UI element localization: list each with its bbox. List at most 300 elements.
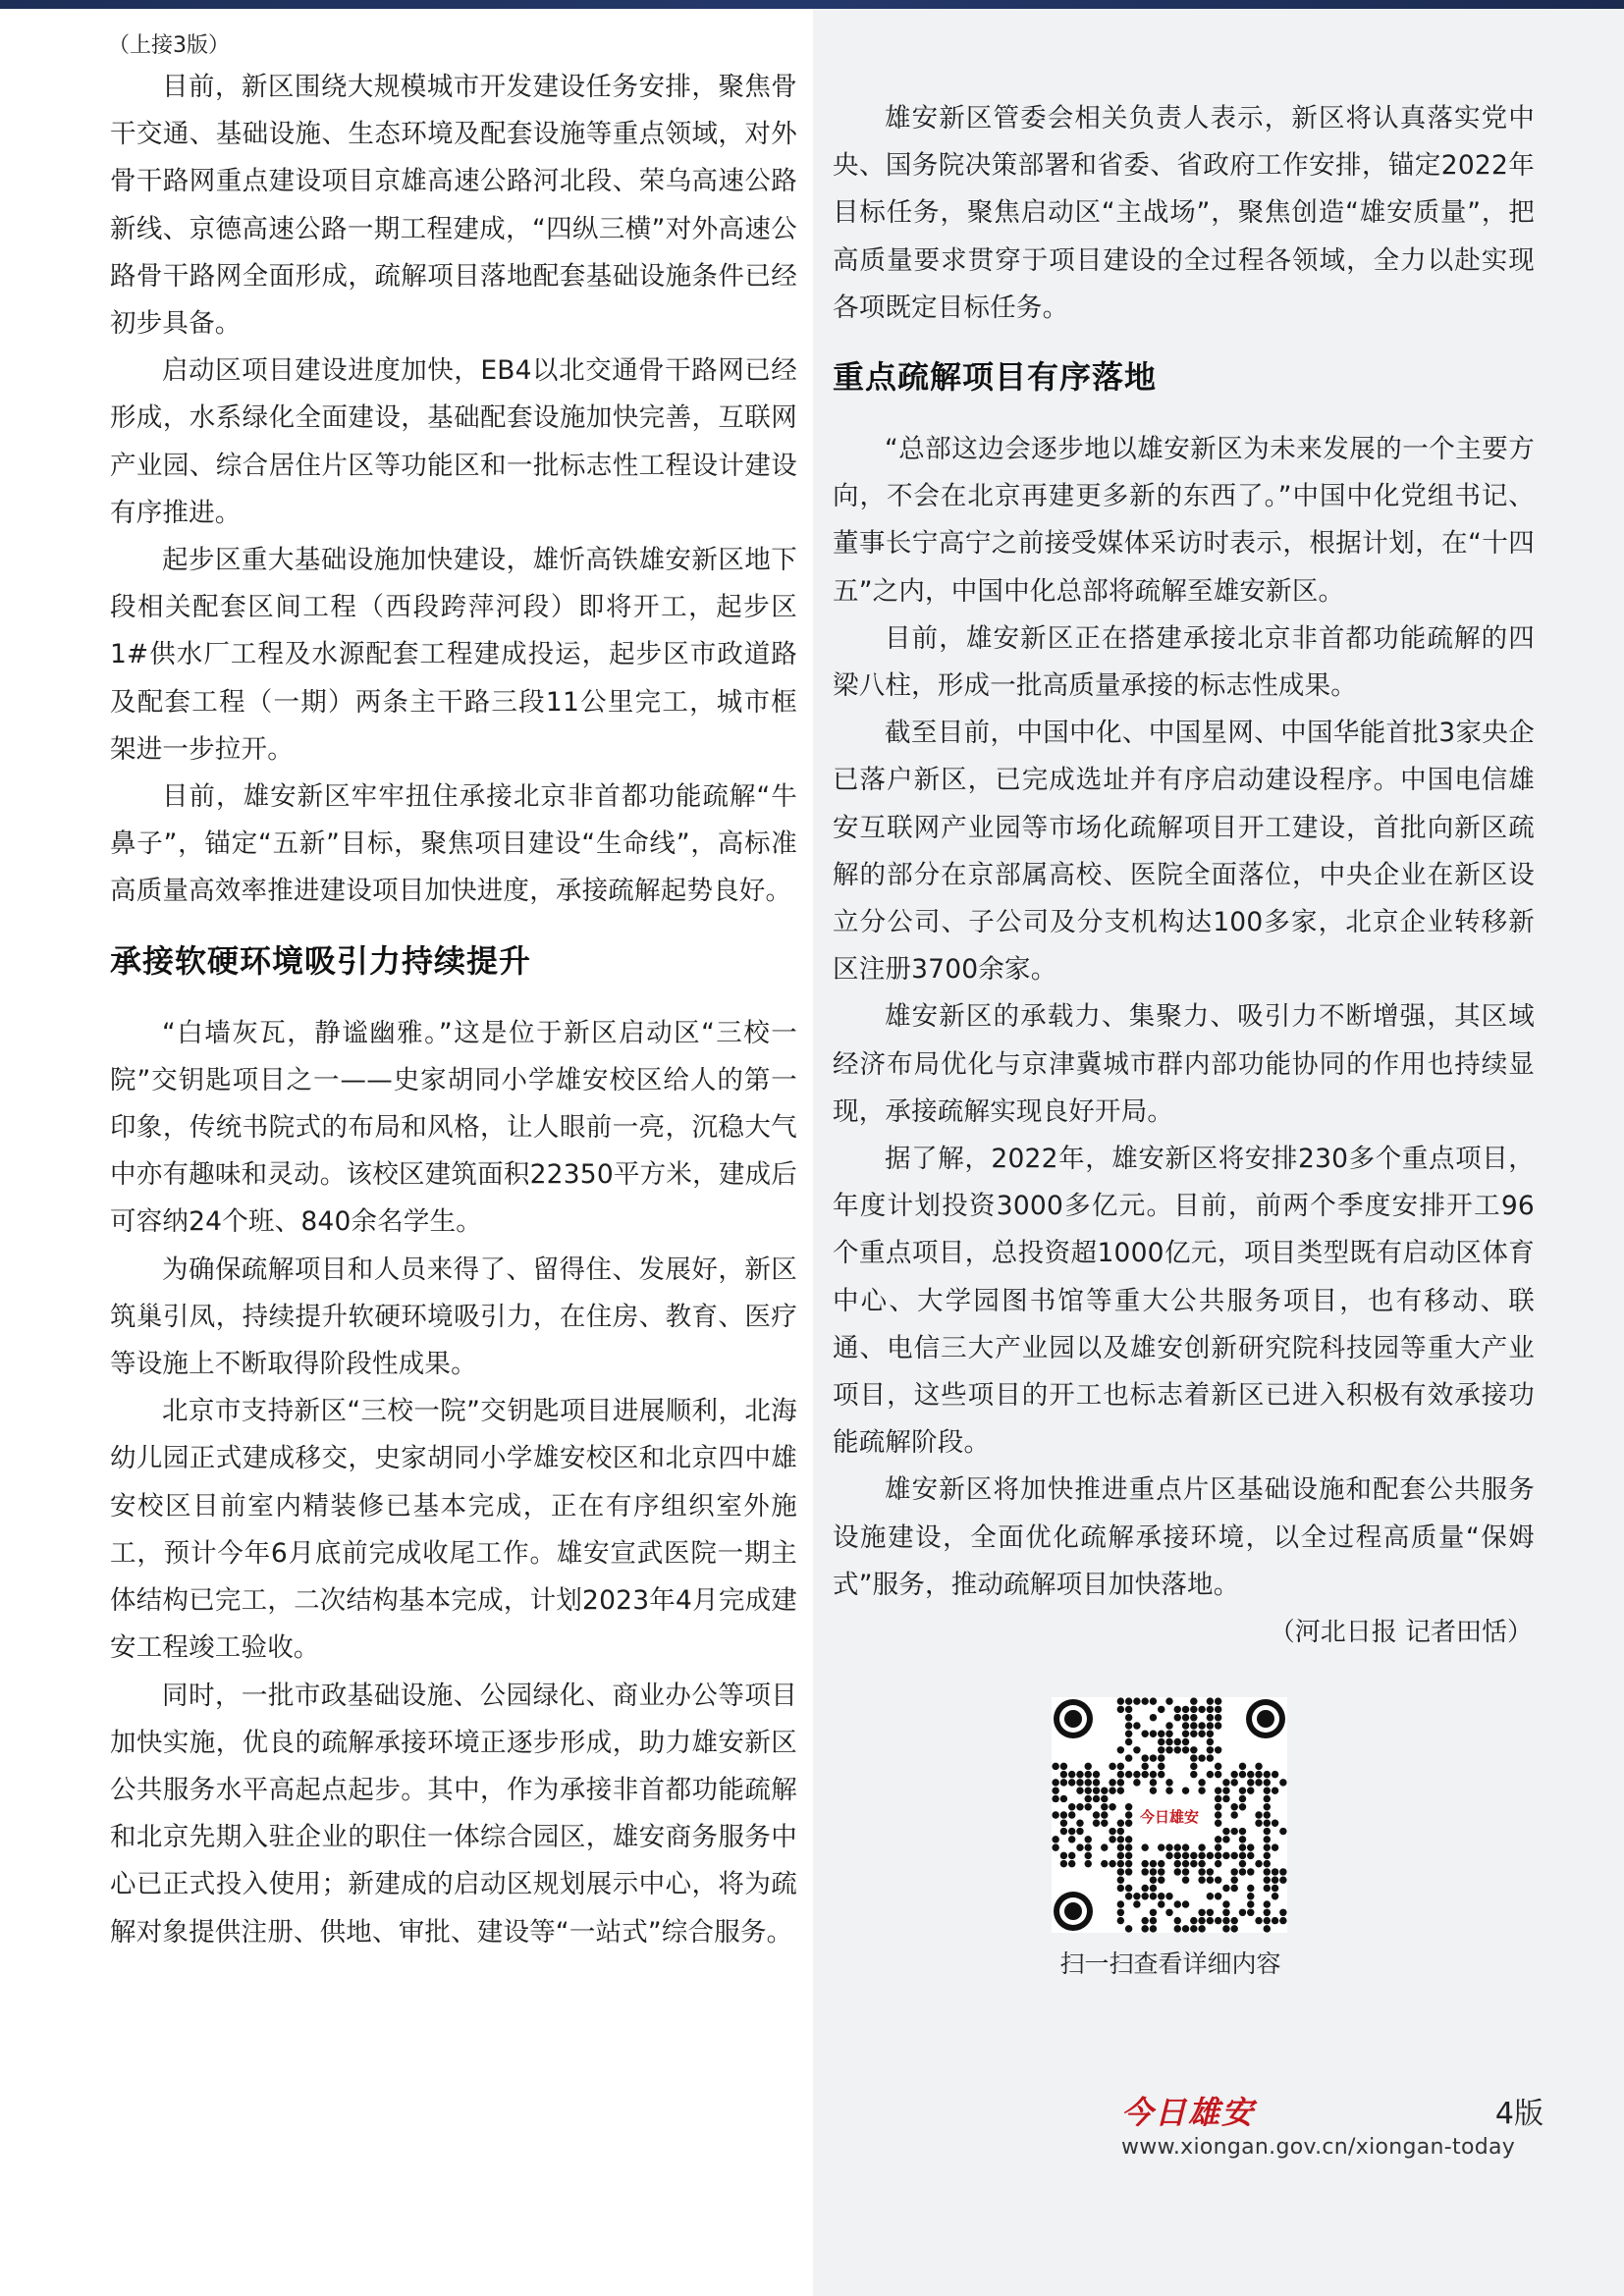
qr-module (1198, 1917, 1205, 1924)
qr-module (1158, 1731, 1164, 1737)
qr-module (1222, 1900, 1229, 1907)
qr-module (1230, 1925, 1237, 1932)
qr-module (1117, 1868, 1124, 1875)
qr-module (1264, 1787, 1271, 1793)
qr-module (1215, 1860, 1221, 1867)
qr-module (1182, 1746, 1189, 1753)
qr-module (1068, 1828, 1075, 1835)
qr-module (1117, 1860, 1124, 1867)
qr-module (1272, 1843, 1278, 1850)
qr-module (1101, 1820, 1108, 1827)
qr-module (1247, 1893, 1254, 1899)
qr-module (1230, 1852, 1237, 1859)
qr-module (1141, 1754, 1148, 1761)
qr-module (1255, 1763, 1262, 1770)
qr-module (1255, 1811, 1262, 1818)
qr-module (1093, 1811, 1100, 1818)
qr-module (1230, 1876, 1237, 1883)
qr-module (1198, 1779, 1205, 1786)
qr-module (1052, 1795, 1058, 1802)
qr-module (1085, 1795, 1092, 1802)
qr-module (1068, 1836, 1075, 1842)
qr-module (1215, 1811, 1221, 1818)
qr-module (1125, 1697, 1132, 1704)
qr-module (1215, 1852, 1221, 1859)
qr-module (1207, 1754, 1214, 1761)
qr-module (1198, 1722, 1205, 1729)
footer-row (1121, 2088, 1543, 2133)
qr-module (1182, 1714, 1189, 1721)
qr-module (1158, 1706, 1164, 1713)
qr-module (1052, 1843, 1058, 1850)
qr-module (1125, 1868, 1132, 1875)
qr-module (1222, 1779, 1229, 1786)
qr-module (1230, 1803, 1237, 1810)
qr-module (1150, 1787, 1157, 1793)
qr-module (1125, 1843, 1132, 1850)
qr-module (1272, 1868, 1278, 1875)
top-accent-bar (0, 0, 1624, 9)
qr-module (1101, 1860, 1108, 1867)
qr-module (1117, 1843, 1124, 1850)
qr-center-logo: 今日雄安 (1139, 1808, 1200, 1826)
qr-module (1247, 1771, 1254, 1778)
qr-module (1230, 1828, 1237, 1835)
qr-code-graphic (1052, 1697, 1287, 1933)
qr-module (1076, 1779, 1083, 1786)
qr-module (1190, 1731, 1197, 1737)
qr-finder-bottom-left (1054, 1892, 1093, 1931)
qr-module (1133, 1900, 1140, 1907)
qr-module (1133, 1697, 1140, 1704)
qr-module (1222, 1852, 1229, 1859)
qr-module (1158, 1754, 1164, 1761)
qr-module (1222, 1836, 1229, 1842)
qr-module (1182, 1852, 1189, 1859)
qr-module (1264, 1779, 1271, 1786)
qr-module (1247, 1900, 1254, 1907)
qr-module (1158, 1860, 1164, 1867)
qr-module (1093, 1779, 1100, 1786)
qr-module (1085, 1843, 1092, 1850)
right-paragraphs-b (833, 426, 1535, 1609)
qr-module (1150, 1868, 1157, 1875)
qr-module (1117, 1746, 1124, 1753)
qr-module (1109, 1828, 1115, 1835)
paragraph: 雄安新区的承载力、集聚力、吸引力不断增强，其区域经济布局优化与京津冀城市群内部功能协同的作用也持续显现，承接疏解实现良好开局。 (833, 1001, 1535, 1127)
qr-module (1198, 1909, 1205, 1916)
qr-module (1125, 1754, 1132, 1761)
section-heading: 承接软硬环境吸引力持续提升 (110, 941, 532, 980)
qr-module (1060, 1779, 1067, 1786)
qr-module (1101, 1803, 1108, 1810)
qr-module (1207, 1706, 1214, 1713)
qr-module (1165, 1746, 1172, 1753)
qr-module (1222, 1909, 1229, 1916)
qr-module (1215, 1722, 1221, 1729)
qr-module (1264, 1925, 1271, 1932)
qr-module (1117, 1820, 1124, 1827)
qr-module (1085, 1779, 1092, 1786)
qr-module (1052, 1811, 1058, 1818)
qr-module (1198, 1925, 1205, 1932)
qr-module (1215, 1843, 1221, 1850)
qr-module (1076, 1843, 1083, 1850)
qr-module (1060, 1860, 1067, 1867)
qr-module (1182, 1843, 1189, 1850)
qr-module (1264, 1917, 1271, 1924)
qr-module (1239, 1852, 1246, 1859)
qr-module (1247, 1852, 1254, 1859)
qr-module (1117, 1787, 1124, 1793)
qr-module (1255, 1917, 1262, 1924)
qr-module (1230, 1917, 1237, 1924)
qr-module (1230, 1811, 1237, 1818)
qr-module (1198, 1731, 1205, 1737)
qr-module (1207, 1771, 1214, 1778)
paragraph: 启动区项目建设进度加快，EB4以北交通骨干路网已经形成，水系绿化全面建设，基础配套设施加快完善，互联网产业园、综合居住片区等功能区和一批标志性工程设计建设有序推进。 (110, 355, 797, 528)
right-column (813, 9, 1624, 2296)
qr-module (1215, 1836, 1221, 1842)
qr-module (1272, 1893, 1278, 1899)
qr-module (1215, 1803, 1221, 1810)
qr-module (1150, 1771, 1157, 1778)
qr-module (1239, 1795, 1246, 1802)
qr-module (1150, 1714, 1157, 1721)
qr-module (1165, 1787, 1172, 1793)
qr-module (1158, 1738, 1164, 1745)
qr-module (1085, 1771, 1092, 1778)
qr-module (1141, 1917, 1148, 1924)
qr-module (1150, 1860, 1157, 1867)
qr-module (1093, 1771, 1100, 1778)
qr-module (1165, 1909, 1172, 1916)
qr-module (1125, 1852, 1132, 1859)
qr-module (1158, 1843, 1164, 1850)
qr-module (1174, 1868, 1181, 1875)
qr-module (1247, 1909, 1254, 1916)
qr-module (1207, 1893, 1214, 1899)
qr-module (1239, 1763, 1246, 1770)
qr-module (1085, 1803, 1092, 1810)
qr-module (1198, 1860, 1205, 1867)
qr-module (1174, 1900, 1181, 1907)
qr-module (1190, 1925, 1197, 1932)
qr-module (1141, 1893, 1148, 1899)
qr-module (1150, 1697, 1157, 1704)
qr-module (1174, 1738, 1181, 1745)
qr-module (1141, 1731, 1148, 1737)
qr-module (1255, 1820, 1262, 1827)
qr-module (1215, 1714, 1221, 1721)
paragraph: 目前，新区围绕大规模城市开发建设任务安排，聚焦骨干交通、基础设施、生态环境及配套设施等重点领域，对外骨干路网重点建设项目京雄高速公路河北段、荣乌高速公路新线、京德高速公路一期工程建成，“四纵三横”对外高速公路骨干路网全面形成，疏解项目落地配套基础设施条件已经初步具备。 (110, 72, 797, 340)
newspaper-logo: 今日雄安 (1121, 2094, 1256, 2131)
qr-module (1150, 1731, 1157, 1737)
qr-module (1158, 1868, 1164, 1875)
qr-module (1117, 1697, 1124, 1704)
qr-module (1222, 1885, 1229, 1892)
qr-module (1125, 1893, 1132, 1899)
qr-module (1255, 1860, 1262, 1867)
qr-module (1165, 1731, 1172, 1737)
qr-module (1165, 1697, 1172, 1704)
qr-module (1133, 1771, 1140, 1778)
qr-module (1174, 1917, 1181, 1924)
qr-module (1272, 1876, 1278, 1883)
qr-module (1215, 1706, 1221, 1713)
qr-module (1117, 1763, 1124, 1770)
qr-module (1239, 1836, 1246, 1842)
qr-module (1272, 1771, 1278, 1778)
qr-code[interactable] (1052, 1697, 1287, 1933)
qr-module (1158, 1893, 1164, 1899)
right-column-content (833, 95, 1535, 1656)
qr-module (1109, 1836, 1115, 1842)
qr-module (1125, 1738, 1132, 1745)
qr-finder-top-left (1054, 1699, 1093, 1738)
qr-module (1174, 1714, 1181, 1721)
qr-module (1150, 1885, 1157, 1892)
qr-module (1060, 1852, 1067, 1859)
qr-module (1165, 1843, 1172, 1850)
right-paragraphs-a (833, 95, 1535, 332)
qr-module (1198, 1787, 1205, 1793)
qr-module (1052, 1836, 1058, 1842)
qr-module (1125, 1925, 1132, 1932)
qr-module (1150, 1754, 1157, 1761)
qr-module (1101, 1795, 1108, 1802)
qr-module (1239, 1787, 1246, 1793)
qr-module (1141, 1697, 1148, 1704)
qr-module (1165, 1852, 1172, 1859)
qr-module (1198, 1754, 1205, 1761)
qr-module (1247, 1787, 1254, 1793)
qr-module (1085, 1763, 1092, 1770)
qr-module (1264, 1843, 1271, 1850)
left-column-content (110, 30, 797, 1956)
left-column (0, 9, 813, 2296)
qr-module (1272, 1787, 1278, 1793)
qr-module (1133, 1746, 1140, 1753)
qr-module (1068, 1803, 1075, 1810)
qr-module (1150, 1925, 1157, 1932)
qr-module (1174, 1860, 1181, 1867)
qr-module (1239, 1909, 1246, 1916)
paragraph: 同时，一批市政基础设施、公园绿化、商业办公等项目加快实施，优良的疏解承接环境正逐步形成，助力雄安新区公共服务水平高起点起步。其中，作为承接非首都功能疏解和北京先期入驻企业的职住一体综合园区，雄安商务服务中心已正式投入使用；新建成的启动区规划展示中心，将为疏解对象提供注册、供地、审批、建设等“一站式”综合服务。 (110, 1680, 797, 1948)
paragraph: 起步区重大基础设施加快建设，雄忻高铁雄安新区地下段相关配套区间工程（西段跨萍河段）即将开工，起步区1#供水厂工程及水源配套工程建成投运，起步区市政道路及配套工程（一期）两条主干路三段11公里完工，城市框架进一步拉开。 (110, 545, 797, 765)
qr-module (1239, 1843, 1246, 1850)
qr-module (1190, 1754, 1197, 1761)
qr-module (1101, 1843, 1108, 1850)
qr-module (1133, 1722, 1140, 1729)
qr-module (1125, 1860, 1132, 1867)
qr-module (1182, 1900, 1189, 1907)
qr-module (1060, 1820, 1067, 1827)
qr-module (1215, 1820, 1221, 1827)
qr-module (1190, 1771, 1197, 1778)
qr-module (1264, 1909, 1271, 1916)
qr-module (1165, 1722, 1172, 1729)
qr-module (1141, 1843, 1148, 1850)
qr-module (1117, 1852, 1124, 1859)
qr-module (1247, 1843, 1254, 1850)
qr-module (1165, 1779, 1172, 1786)
qr-module (1182, 1868, 1189, 1875)
qr-module (1182, 1731, 1189, 1737)
qr-module (1230, 1868, 1237, 1875)
qr-module (1264, 1820, 1271, 1827)
qr-module (1125, 1836, 1132, 1842)
qr-module (1141, 1885, 1148, 1892)
qr-module (1279, 1917, 1286, 1924)
qr-module (1141, 1771, 1148, 1778)
qr-module (1272, 1885, 1278, 1892)
qr-module (1165, 1893, 1172, 1899)
qr-module (1230, 1885, 1237, 1892)
qr-module (1239, 1868, 1246, 1875)
qr-module (1190, 1917, 1197, 1924)
qr-module (1109, 1763, 1115, 1770)
paragraph: 目前，雄安新区牢牢扭住承接北京非首都功能疏解“牛鼻子”，锚定“五新”目标，聚焦项目建设“生命线”，高标准高质量高效率推进建设项目加快进度，承接疏解起势良好。 (110, 781, 797, 907)
page-footer (1121, 2088, 1543, 2160)
qr-module (1182, 1787, 1189, 1793)
qr-module (1239, 1860, 1246, 1867)
qr-module (1093, 1820, 1100, 1827)
qr-module (1101, 1811, 1108, 1818)
qr-module (1279, 1876, 1286, 1883)
qr-module (1272, 1917, 1278, 1924)
qr-module (1085, 1787, 1092, 1793)
qr-module (1101, 1787, 1108, 1793)
qr-module (1207, 1714, 1214, 1721)
qr-module (1158, 1746, 1164, 1753)
qr-module (1125, 1811, 1132, 1818)
qr-module (1279, 1828, 1286, 1835)
qr-module (1222, 1925, 1229, 1932)
qr-module (1174, 1843, 1181, 1850)
qr-module (1222, 1795, 1229, 1802)
qr-module (1207, 1746, 1214, 1753)
paragraph: 雄安新区管委会相关负责人表示，新区将认真落实党中央、国务院决策部署和省委、省政府工作安排，锚定2022年目标任务，聚焦启动区“主战场”，聚焦创造“雄安质量”，把高质量要求贯穿于项目建设的全过程各领域，全力以赴实现各项既定目标任务。 (833, 103, 1535, 323)
byline: （河北日报 记者田恬） (1269, 1618, 1533, 1648)
qr-module (1207, 1731, 1214, 1737)
qr-module (1052, 1763, 1058, 1770)
qr-module (1085, 1852, 1092, 1859)
qr-module (1109, 1860, 1115, 1867)
paragraph: 据了解，2022年，雄安新区将安排230多个重点项目，年度计划投资3000多亿元。目前，前两个季度安排开工96个重点项目，总投资超1000亿元，项目类型既有启动区体育中心、大学园图书馆等重大公共服务项目，也有移动、联通、电信三大产业园以及雄安创新研究院科技园等重大产业项目，这些项目的开工也标志着新区已进入积极有效承接功能疏解阶段。 (833, 1144, 1535, 1459)
qr-module (1125, 1731, 1132, 1737)
qr-module (1165, 1738, 1172, 1745)
qr-module (1215, 1893, 1221, 1899)
qr-module (1117, 1876, 1124, 1883)
qr-module (1215, 1746, 1221, 1753)
qr-module (1222, 1917, 1229, 1924)
qr-module (1182, 1738, 1189, 1745)
qr-module (1125, 1722, 1132, 1729)
qr-module (1158, 1900, 1164, 1907)
left-paragraphs-b (110, 1010, 797, 1956)
qr-module (1198, 1706, 1205, 1713)
paragraph: 北京市支持新区“三校一院”交钥匙项目进展顺利，北海幼儿园正式建成移交，史家胡同小学雄安校区和北京四中雄安校区目前室内精装修已基本完成，正在有序组织室外施工，预计今年6月底前完成收尾工作。雄安宣武医院一期主体结构已完工，二次结构基本完成，计划2023年4月完成建安工程竣工验收。 (110, 1396, 797, 1664)
paragraph: 目前，雄安新区正在搭建承接北京非首都功能疏解的四梁八柱，形成一批高质量承接的标志性成果。 (833, 622, 1535, 702)
qr-module (1060, 1828, 1067, 1835)
qr-module (1264, 1811, 1271, 1818)
qr-module (1239, 1771, 1246, 1778)
qr-module (1230, 1771, 1237, 1778)
qr-module (1060, 1763, 1067, 1770)
qr-module (1239, 1828, 1246, 1835)
qr-module (1264, 1836, 1271, 1842)
qr-module (1264, 1860, 1271, 1867)
qr-module (1052, 1787, 1058, 1793)
qr-module (1068, 1811, 1075, 1818)
qr-module (1222, 1787, 1229, 1793)
qr-module (1190, 1763, 1197, 1770)
qr-module (1125, 1706, 1132, 1713)
qr-module (1222, 1828, 1229, 1835)
qr-module (1093, 1795, 1100, 1802)
qr-module (1125, 1820, 1132, 1827)
qr-module (1182, 1860, 1189, 1867)
qr-module (1264, 1885, 1271, 1892)
qr-module (1215, 1697, 1221, 1704)
qr-module (1207, 1697, 1214, 1704)
qr-module (1158, 1876, 1164, 1883)
footer-url[interactable]: www.xiongan.gov.cn/xiongan-today (1121, 2135, 1516, 2160)
qr-module (1117, 1917, 1124, 1924)
qr-module (1239, 1803, 1246, 1810)
qr-module (1215, 1795, 1221, 1802)
qr-module (1150, 1779, 1157, 1786)
qr-module (1255, 1771, 1262, 1778)
qr-module (1174, 1925, 1181, 1932)
qr-module (1247, 1779, 1254, 1786)
qr-module (1215, 1787, 1221, 1793)
qr-module (1190, 1697, 1197, 1704)
qr-module (1109, 1803, 1115, 1810)
qr-module (1207, 1852, 1214, 1859)
qr-module (1207, 1876, 1214, 1883)
qr-module (1264, 1868, 1271, 1875)
qr-module (1117, 1706, 1124, 1713)
qr-module (1174, 1706, 1181, 1713)
qr-module (1158, 1763, 1164, 1770)
qr-module (1133, 1779, 1140, 1786)
qr-module (1133, 1893, 1140, 1899)
qr-module (1182, 1925, 1189, 1932)
qr-module (1264, 1852, 1271, 1859)
paragraph: 截至目前，中国中化、中国星网、中国华能首批3家央企已落户新区，已完成选址并有序启动建设程序。中国电信雄安互联网产业园等市场化疏解项目开工建设，首批向新区疏解的部分在京部属高校、医院全面落位，中央企业在新区设立分公司、子公司及分支机构达100多家，北京企业转移新区注册3700余家。 (833, 718, 1535, 986)
qr-module (1264, 1900, 1271, 1907)
paragraph: “总部这边会逐步地以雄安新区为未来发展的一个主要方向，不会在北京再建更多新的东西了。”中国中化党组书记、董事长宁高宁之前接受媒体采访时表示，根据计划，在“十四五”之内，中国中化总部将疏解至雄安新区。 (833, 434, 1535, 607)
qr-module (1052, 1779, 1058, 1786)
qr-module (1207, 1722, 1214, 1729)
qr-module (1125, 1771, 1132, 1778)
qr-module (1190, 1860, 1197, 1867)
qr-module (1198, 1876, 1205, 1883)
qr-module (1068, 1852, 1075, 1859)
qr-module (1182, 1722, 1189, 1729)
qr-module (1085, 1836, 1092, 1842)
qr-module (1215, 1876, 1221, 1883)
qr-module (1141, 1763, 1148, 1770)
qr-module (1264, 1771, 1271, 1778)
qr-module (1141, 1860, 1148, 1867)
qr-module (1150, 1893, 1157, 1899)
qr-module (1076, 1787, 1083, 1793)
qr-module (1190, 1722, 1197, 1729)
qr-module (1215, 1771, 1221, 1778)
